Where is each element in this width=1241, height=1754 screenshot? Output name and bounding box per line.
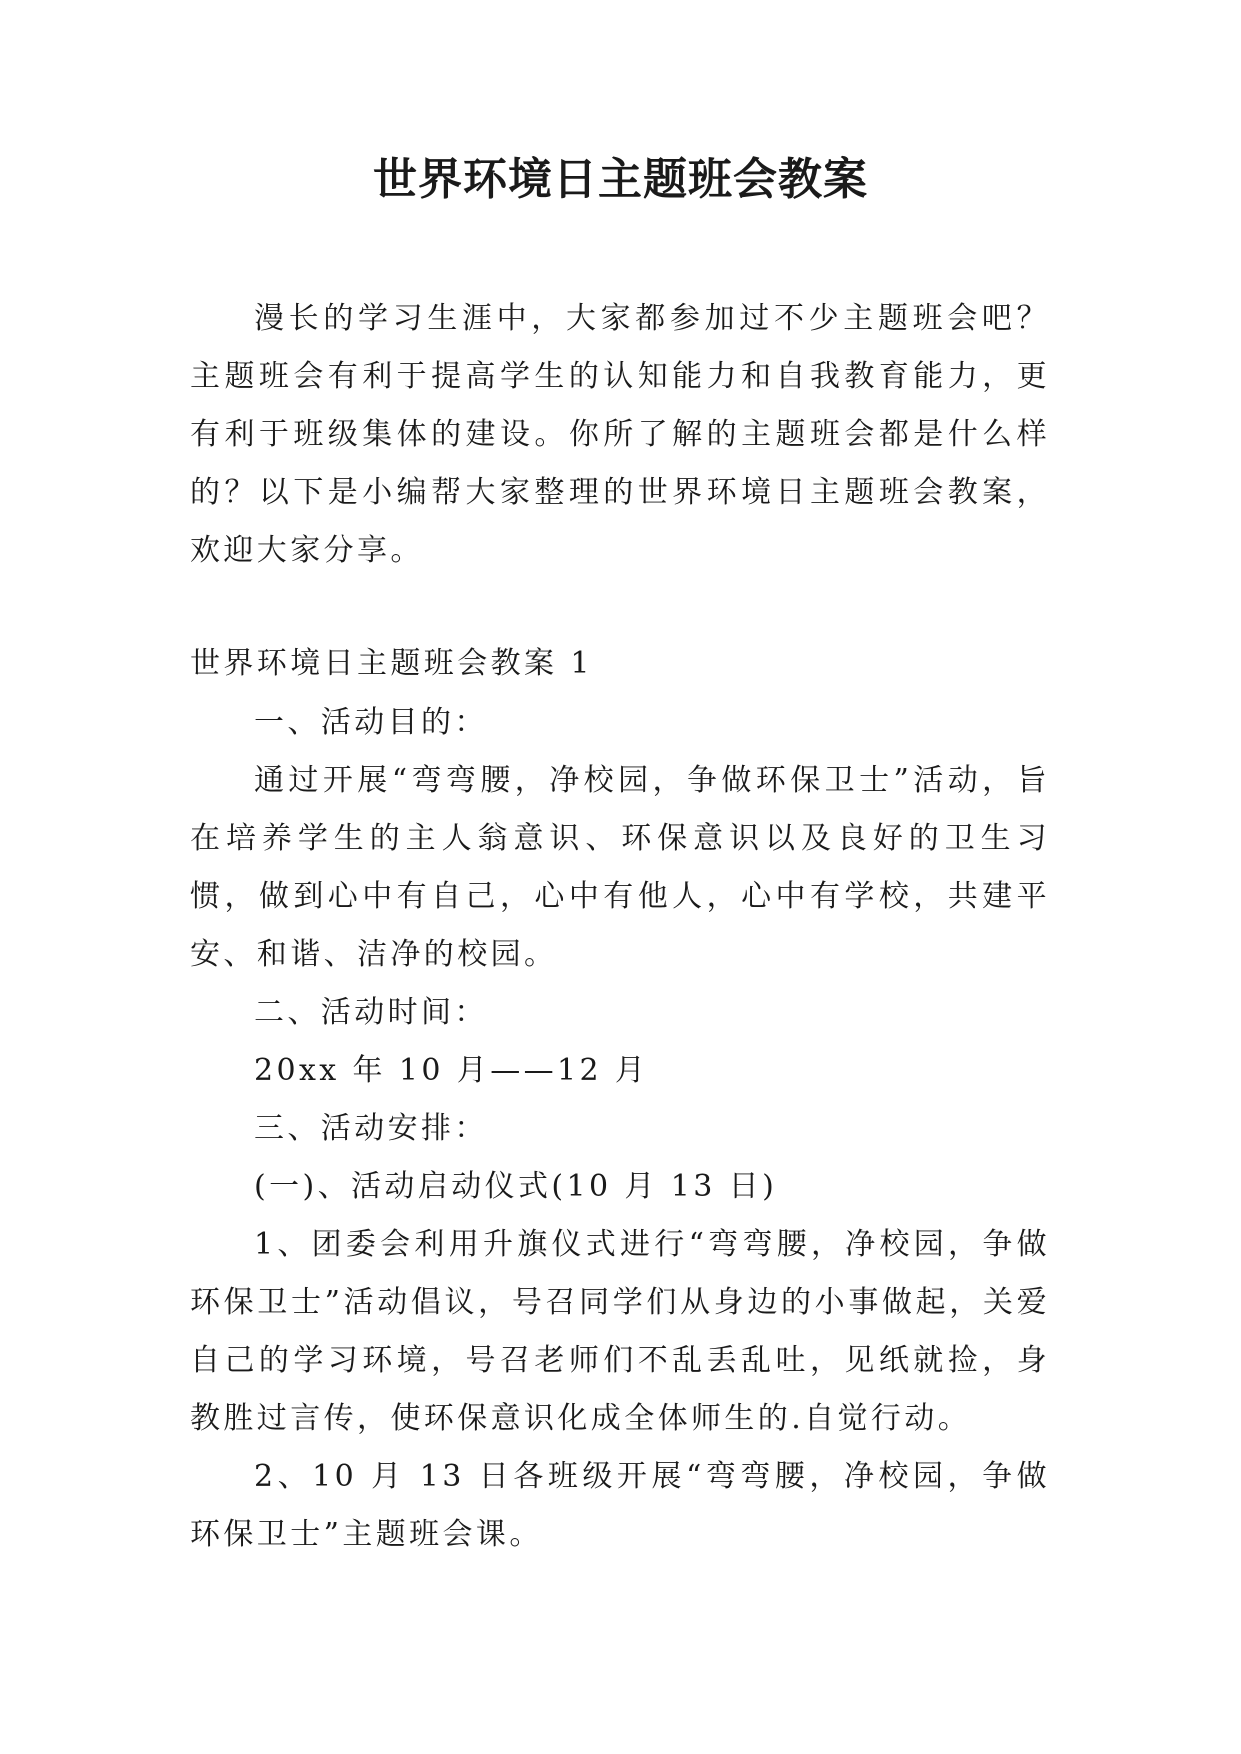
time-paragraph: 20xx 年 10 月——12 月 — [254, 1053, 649, 1088]
arrangement-heading: 三、活动安排： — [254, 1111, 488, 1146]
document-title: 世界环境日主题班会教案 — [373, 154, 868, 205]
time-heading: 二、活动时间： — [254, 995, 488, 1030]
section-heading: 世界环境日主题班会教案 1 — [190, 646, 593, 681]
intro-paragraph: 漫长的学习生涯中，大家都参加过不少主题班会吧？主题班会有利于提高学生的认知能力和自我教育能力，更有利于班级集体的建设。你所了解的主题班会都是什么样的？以下是小编帮大家整理的世界环境日主题班会教案，欢迎大家分享。 — [190, 301, 1050, 568]
goal-heading: 一、活动目的： — [254, 705, 488, 740]
goal-paragraph: 通过开展“弯弯腰，净校园，争做环保卫士”活动，旨在培养学生的主人翁意识、环保意识以及良好的卫生习惯，做到心中有自己，心中有他人，心中有学校，共建平安、和谐、洁净的校园。 — [190, 763, 1050, 972]
arrangement-item-2: 2、10 月 13 日各班级开展“弯弯腰，净校园，争做环保卫士”主题班会课。 — [190, 1459, 1050, 1552]
arrangement-subheading: (一)、活动启动仪式(10 月 13 日) — [254, 1169, 778, 1204]
arrangement-item-1: 1、团委会利用升旗仪式进行“弯弯腰，净校园，争做环保卫士”活动倡议，号召同学们从身边的小事做起，关爱自己的学习环境，号召老师们不乱丢乱吐，见纸就捡，身教胜过言传，使环保意识化成全体师生的.自觉行动。 — [190, 1227, 1050, 1436]
